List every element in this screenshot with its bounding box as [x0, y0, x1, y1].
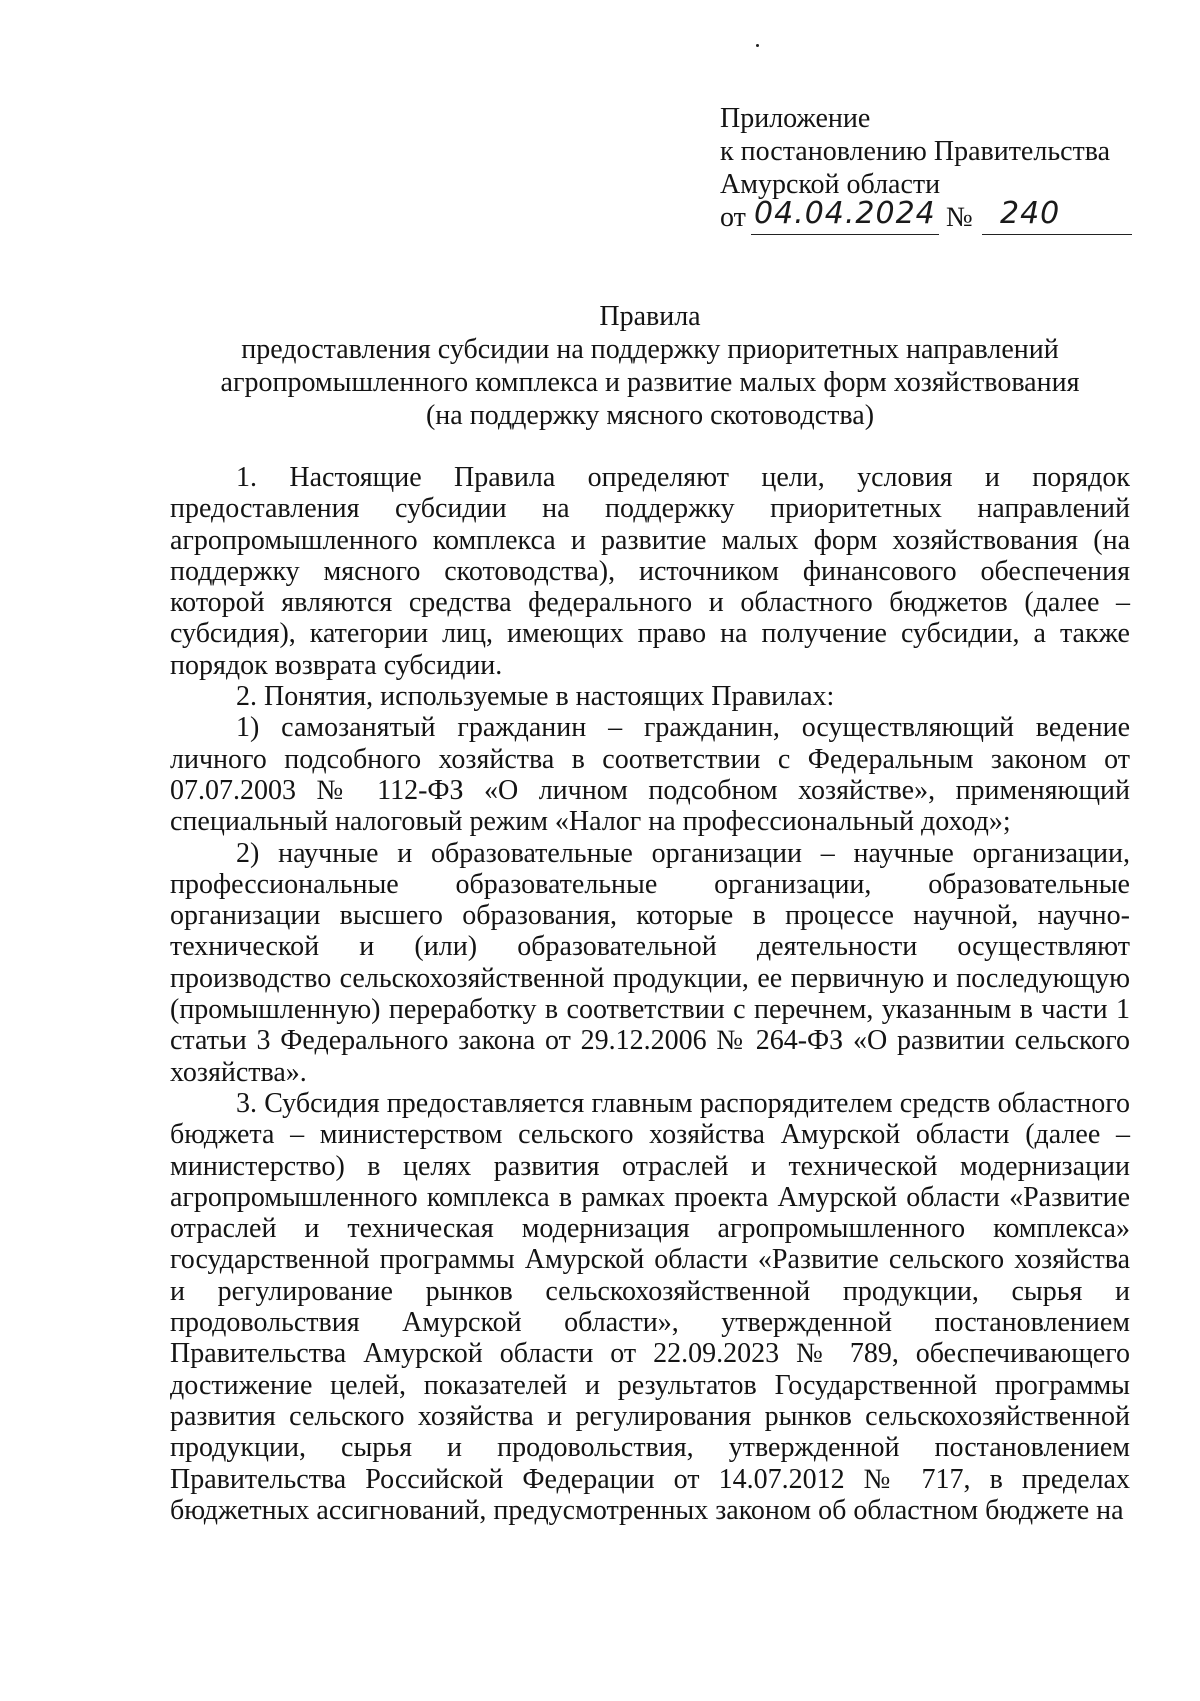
appendix-line-1: Приложение [720, 103, 871, 134]
date-prefix: от [720, 202, 746, 233]
document-body [170, 462, 1130, 1526]
number-prefix: № [946, 202, 973, 233]
paragraph-2-item-1: 1) самозанятый гражданин – гражданин, осуществляющий ведение личного подсобного хозяйства в соответствии с Федеральным законом от 07.07.2003 № 112-ФЗ «О личном подсобном хозяйстве», применяющий специальный налоговый режим «Налог на профессиональный доход»; [170, 712, 1130, 838]
number-handwritten: 240 [1000, 196, 1061, 231]
title-line-3: (на поддержку мясного скотоводства) [425, 400, 875, 431]
date-handwritten: 04.04.2024 [754, 196, 936, 231]
appendix-line-3: Амурской области [720, 169, 941, 200]
scan-dot [756, 44, 759, 47]
number-underline [982, 234, 1132, 235]
title-line-2: агропромышленного комплекса и развитие малых форм хозяйствования [220, 367, 1080, 398]
title-line-1: предоставления субсидии на поддержку приоритетных направлений [241, 334, 1059, 365]
paragraph-3: 3. Субсидия предоставляется главным распорядителем средств областного бюджета – министерством сельского хозяйства Амурской области (далее – министерство) в целях развития отраслей и технической модернизации агропромышленного комплекса в рамках проекта Амурской области «Развитие отраслей и техническая модернизация агропромышленного комплекса» государственной программы Амурской области «Развитие сельского хозяйства и регулирование рынков сельскохозяйственной продукции, сырья и продовольствия Амурской области», утвержденной постановлением Правительства Амурской области от 22.09.2023 № 789, обеспечивающего достижение целей, показателей и результатов Государственной программы развития сельского хозяйства и регулирования рынков сельскохозяйственной продукции, сырья и продовольствия, утвержденной постановлением Правительства Российской Федерации от 14.07.2012 № 717, в пределах бюджетных ассигнований, предусмотренных законом об областном бюджете на [170, 1087, 1130, 1526]
date-underline [751, 234, 939, 235]
paragraph-2: 2. Понятия, используемые в настоящих Правилах: [236, 681, 835, 713]
appendix-date-number-line [720, 196, 1160, 241]
appendix-header [720, 102, 1160, 241]
document-title [170, 300, 1130, 432]
appendix-line-2: к постановлению Правительства [720, 136, 1111, 167]
title-heading: Правила [599, 301, 701, 332]
paragraph-1: 1. Настоящие Правила определяют цели, условия и порядок предоставления субсидии на поддержку приоритетных направлений агропромышленного комплекса и развитие малых форм хозяйствования (на поддержку мясного скотоводства), источником финансового обеспечения которой являются средства федерального и областного бюджетов (далее – субсидия), категории лиц, имеющих право на получение субсидии, а также порядок возврата субсидии. [170, 462, 1130, 681]
paragraph-2-item-2: 2) научные и образовательные организации – научные организации, профессиональные образовательные организации, образовательные организации высшего образования, которые в процессе научной, научно-технической и (или) образовательной деятельности осуществляют производство сельскохозяйственной продукции, ее первичную и последующую (промышленную) переработку в соответствии с перечнем, указанным в части 1 статьи 3 Федерального закона от 29.12.2006 № 264-ФЗ «О развитии сельского хозяйства». [170, 837, 1130, 1088]
